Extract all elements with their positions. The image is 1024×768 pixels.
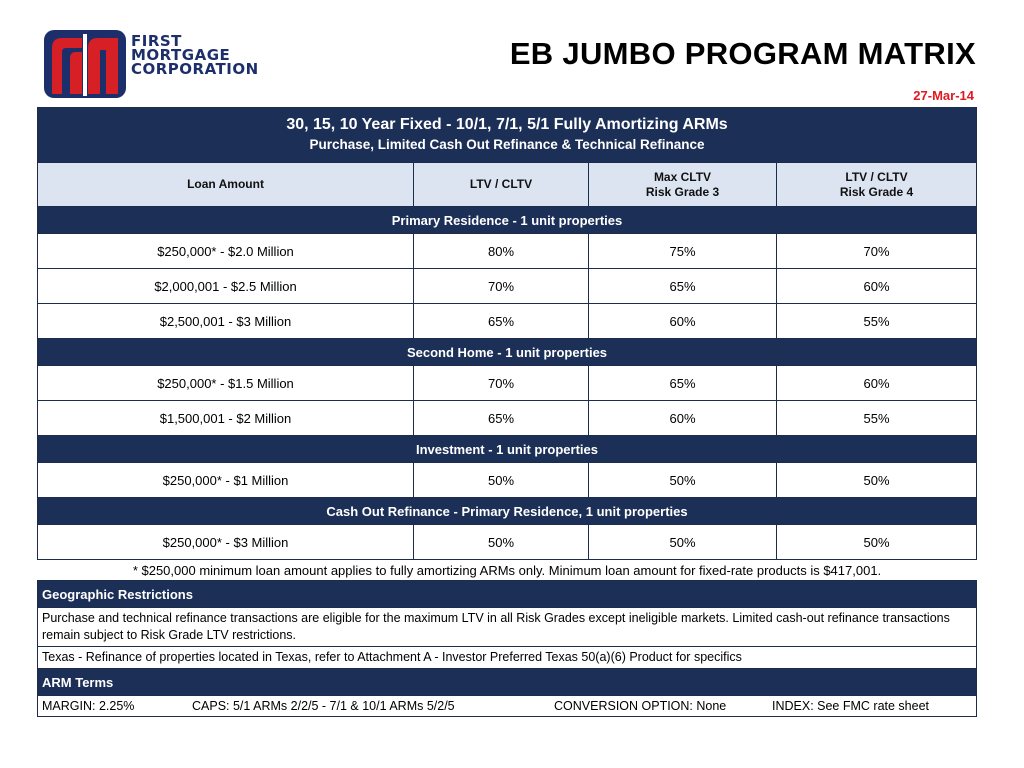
geographic-row xyxy=(38,608,977,647)
arm-terms-cell xyxy=(38,696,977,717)
logo-line: FIRST xyxy=(131,32,182,50)
arm-caps: CAPS: 5/1 ARMs 2/2/5 - 7/1 & 10/1 ARMs 5/2/5 xyxy=(192,699,455,713)
arm-margin: MARGIN: 2.25% xyxy=(42,699,135,713)
page-title: EB JUMBO PROGRAM MATRIX xyxy=(509,36,976,71)
arm-terms-title: ARM Terms xyxy=(38,669,977,696)
cell-loan-amount: $250,000* - $1.5 Million xyxy=(38,366,414,401)
table-row xyxy=(38,304,977,339)
section-title: Second Home - 1 unit properties xyxy=(38,339,977,366)
table-subtitle: Purchase, Limited Cash Out Refinance & Technical Refinance xyxy=(309,137,705,152)
program-matrix-table xyxy=(37,107,977,717)
cell-loan-amount: $250,000* - $1 Million xyxy=(38,463,414,498)
cell-risk-grade-4: 50% xyxy=(777,463,977,498)
table-row xyxy=(38,525,977,560)
col-header-line: Risk Grade 3 xyxy=(645,184,720,199)
cell-ltv: 50% xyxy=(414,463,589,498)
cell-risk-grade-4: 60% xyxy=(777,269,977,304)
cell-ltv: 80% xyxy=(414,234,589,269)
cell-risk-grade-4: 55% xyxy=(777,401,977,436)
arm-index: INDEX: See FMC rate sheet xyxy=(772,699,930,713)
arm-terms-row xyxy=(38,696,977,717)
cell-ltv: 70% xyxy=(414,366,589,401)
cell-loan-amount: $2,000,001 - $2.5 Million xyxy=(38,269,414,304)
table-title-row xyxy=(38,108,977,163)
cell-loan-amount: $250,000* - $3 Million xyxy=(38,525,414,560)
section-header-row xyxy=(38,436,977,463)
company-logo-text xyxy=(131,34,259,76)
cell-loan-amount: $250,000* - $2.0 Million xyxy=(38,234,414,269)
cell-risk-grade-3: 65% xyxy=(589,366,777,401)
cell-risk-grade-3: 75% xyxy=(589,234,777,269)
footnote-row xyxy=(38,560,977,581)
geographic-title: Geographic Restrictions xyxy=(38,581,977,608)
cell-loan-amount: $2,500,001 - $3 Million xyxy=(38,304,414,339)
logo-line: CORPORATION xyxy=(131,60,259,78)
col-header-line: Risk Grade 4 xyxy=(839,184,914,199)
cell-risk-grade-3: 60% xyxy=(589,401,777,436)
cell-risk-grade-4: 50% xyxy=(777,525,977,560)
geographic-row xyxy=(38,647,977,669)
cell-risk-grade-4: 60% xyxy=(777,366,977,401)
cell-risk-grade-3: 50% xyxy=(589,525,777,560)
table-row xyxy=(38,269,977,304)
cell-ltv: 65% xyxy=(414,304,589,339)
geographic-paragraph-2: Texas - Refinance of properties located in Texas, refer to Attachment A - Investor Preferred Texas 50(a)(6) Product for specifics xyxy=(38,647,977,669)
table-title: 30, 15, 10 Year Fixed - 10/1, 7/1, 5/1 Fully Amortizing ARMs xyxy=(286,116,728,133)
arm-conversion: CONVERSION OPTION: None xyxy=(554,699,727,713)
cell-risk-grade-4: 55% xyxy=(777,304,977,339)
cell-ltv: 50% xyxy=(414,525,589,560)
cell-ltv: 65% xyxy=(414,401,589,436)
col-header-risk-grade-4 xyxy=(777,163,977,207)
cell-ltv: 70% xyxy=(414,269,589,304)
cell-risk-grade-3: 50% xyxy=(589,463,777,498)
document-date: 27-Mar-14 xyxy=(913,88,974,103)
col-header-risk-grade-3 xyxy=(589,163,777,207)
arm-terms-header-row xyxy=(38,669,977,696)
table-row xyxy=(38,234,977,269)
geographic-paragraph-1: Purchase and technical refinance transactions are eligible for the maximum LTV in all Risk Grades except ineligible markets. Limited cash-out refinance transactions remain subject to Risk Grade LTV restrictions. xyxy=(38,608,977,647)
cell-risk-grade-4: 70% xyxy=(777,234,977,269)
section-title: Cash Out Refinance - Primary Residence, 1 unit properties xyxy=(38,498,977,525)
table-row xyxy=(38,366,977,401)
section-header-row xyxy=(38,339,977,366)
table-row xyxy=(38,463,977,498)
logo-line: MORTGAGE xyxy=(131,46,231,64)
cell-risk-grade-3: 60% xyxy=(589,304,777,339)
document-header xyxy=(0,0,1024,110)
column-header-row xyxy=(38,163,977,207)
table-title-cell xyxy=(38,108,977,163)
footnote: * $250,000 minimum loan amount applies to fully amortizing ARMs only. Minimum loan amount for fixed-rate products is $417,001. xyxy=(38,560,977,581)
section-header-row xyxy=(38,498,977,525)
col-header-loan-amount: Loan Amount xyxy=(38,163,414,207)
col-header-line: LTV / CLTV xyxy=(845,169,908,184)
geographic-header-row xyxy=(38,581,977,608)
table-row xyxy=(38,401,977,436)
section-header-row xyxy=(38,207,977,234)
section-title: Primary Residence - 1 unit properties xyxy=(38,207,977,234)
section-title: Investment - 1 unit properties xyxy=(38,436,977,463)
company-logo-icon xyxy=(44,30,126,98)
col-header-ltv: LTV / CLTV xyxy=(414,163,589,207)
cell-risk-grade-3: 65% xyxy=(589,269,777,304)
col-header-line: Max CLTV xyxy=(653,169,712,184)
cell-loan-amount: $1,500,001 - $2 Million xyxy=(38,401,414,436)
